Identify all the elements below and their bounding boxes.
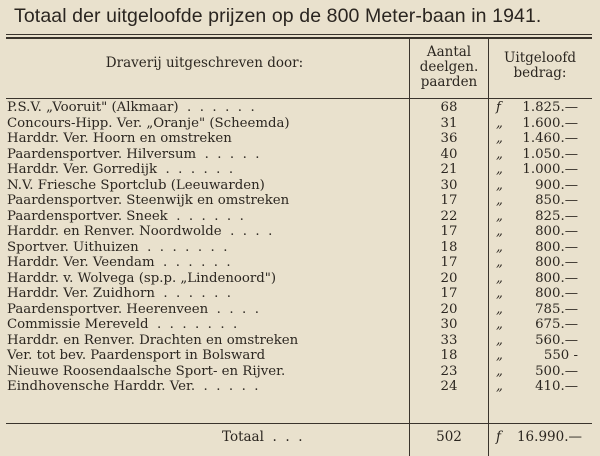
prize-amount: 800.— <box>535 270 578 286</box>
prize-table-body <box>0 100 600 395</box>
organizer-name: Nieuwe Roosendaalsche Sport- en Rijver. <box>7 363 286 379</box>
prize-amount: 800.— <box>535 239 578 255</box>
prize-amount: 1.000.— <box>522 162 578 177</box>
currency-mark: „ <box>496 255 503 270</box>
organizer-name: Harddr. Ver. Veendam . . . . . . <box>7 255 231 270</box>
table-row <box>0 116 600 132</box>
prize-amount: 550 - <box>543 348 578 363</box>
total-currency-mark: f <box>496 429 501 445</box>
header-amount <box>488 51 592 81</box>
table-row <box>0 131 600 147</box>
organizer-name: N.V. Friesche Sportclub (Leeuwarden) <box>7 177 265 193</box>
currency-mark: „ <box>496 162 503 177</box>
organizer-name: Eindhovensche Harddr. Ver. . . . . . <box>7 379 259 394</box>
prize-amount: 1.460.— <box>522 131 578 146</box>
entrant-count: 18 <box>440 348 458 363</box>
top-rule <box>6 34 592 35</box>
total-rule <box>6 423 592 424</box>
total-label: Totaal . . . <box>222 429 303 445</box>
header-description: Draverij uitgeschreven door: <box>105 55 304 71</box>
entrant-count: 30 <box>440 317 458 332</box>
table-row <box>0 224 600 240</box>
organizer-name: Harddr. en Renver. Noordwolde . . . . <box>7 224 273 239</box>
prize-amount: 900.— <box>535 177 578 193</box>
currency-mark: „ <box>496 348 503 363</box>
table-row <box>0 302 600 318</box>
organizer-name: Sportver. Uithuizen . . . . . . . <box>7 239 228 255</box>
prize-amount: 675.— <box>535 317 578 332</box>
currency-mark: „ <box>496 270 503 286</box>
entrant-count: 31 <box>440 115 458 131</box>
entrant-count: 18 <box>440 239 458 255</box>
currency-mark: „ <box>496 301 503 317</box>
table-row <box>0 286 600 302</box>
entrant-count: 21 <box>440 162 458 177</box>
currency-mark: „ <box>496 286 503 301</box>
prize-amount: 800.— <box>535 286 578 301</box>
header-count-line: paarden <box>420 74 478 90</box>
prize-amount: 850.— <box>535 193 578 208</box>
entrant-count: 24 <box>440 379 458 394</box>
currency-mark: „ <box>496 177 503 193</box>
entrant-count: 17 <box>440 286 458 301</box>
currency-mark: „ <box>496 239 503 255</box>
table-row <box>0 193 600 209</box>
organizer-name: P.S.V. „Vooruit" (Alkmaar) . . . . . . <box>7 100 255 115</box>
table-row <box>0 348 600 364</box>
header-count-line: deelgen. <box>419 59 479 75</box>
table-row <box>0 209 600 225</box>
entrant-count: 17 <box>440 224 458 239</box>
entrant-count: 20 <box>440 270 458 286</box>
prize-amount: 1.600.— <box>522 115 578 131</box>
total-count: 502 <box>436 429 462 445</box>
entrant-count: 40 <box>440 146 458 162</box>
header-amount-line: Uitgeloofd <box>504 50 576 66</box>
table-row <box>0 333 600 349</box>
prize-amount: 785.— <box>535 301 578 317</box>
organizer-name: Ver. tot bev. Paardensport in Bolsward <box>7 348 266 363</box>
organizer-name: Commissie Mereveld . . . . . . . <box>7 317 238 332</box>
header-count <box>409 45 489 90</box>
prize-amount: 800.— <box>535 224 578 239</box>
currency-mark: „ <box>496 379 503 394</box>
organizer-name: Concours-Hipp. Ver. „Oranje" (Scheemda) <box>7 115 290 131</box>
organizer-name: Harddr. Ver. Hoorn en omstreken <box>7 131 232 146</box>
header-count-line: Aantal <box>426 44 472 60</box>
prize-amount: 825.— <box>535 208 578 224</box>
organizer-name: Harddr. en Renver. Drachten en omstreken <box>7 332 299 348</box>
total-row <box>0 427 600 447</box>
table-row <box>0 364 600 380</box>
table-row <box>0 162 600 178</box>
organizer-name: Harddr. v. Wolvega (sp.p. „Lindenoord") <box>7 270 277 286</box>
top-rule-thick <box>6 37 592 39</box>
currency-mark: „ <box>496 193 503 208</box>
prize-amount: 410.— <box>535 379 578 394</box>
organizer-name: Paardensportver. Heerenveen . . . . <box>7 301 259 317</box>
table-row <box>0 240 600 256</box>
entrant-count: 36 <box>440 131 458 146</box>
currency-mark: „ <box>496 332 503 348</box>
currency-mark: „ <box>496 224 503 239</box>
currency-mark: „ <box>496 146 503 162</box>
table-row <box>0 147 600 163</box>
prize-amount: 800.— <box>535 255 578 270</box>
table-row <box>0 379 600 395</box>
prize-amount: 1.825.— <box>522 100 578 115</box>
entrant-count: 17 <box>440 255 458 270</box>
header-rule <box>6 98 592 99</box>
currency-mark: „ <box>496 363 503 379</box>
entrant-count: 68 <box>440 100 458 115</box>
prize-amount: 1.050.— <box>522 146 578 162</box>
table-row <box>0 271 600 287</box>
entrant-count: 20 <box>440 301 458 317</box>
organizer-name: Paardensportver. Hilversum . . . . . <box>7 146 260 162</box>
organizer-name: Paardensportver. Steenwijk en omstreken <box>7 193 290 208</box>
page-title: Totaal der uitgeloofde prijzen op de 800 Meter-baan in 1941. <box>14 5 542 27</box>
table-row <box>0 255 600 271</box>
entrant-count: 23 <box>440 363 458 379</box>
table-row <box>0 178 600 194</box>
total-amount: 16.990.— <box>516 429 582 445</box>
header-amount-line: bedrag: <box>513 65 567 81</box>
currency-mark: „ <box>496 115 503 131</box>
currency-mark: f <box>496 100 501 115</box>
currency-mark: „ <box>496 208 503 224</box>
organizer-name: Harddr. Ver. Gorredijk . . . . . . <box>7 162 234 177</box>
organizer-name: Paardensportver. Sneek . . . . . . <box>7 208 244 224</box>
table-row <box>0 317 600 333</box>
prize-amount: 500.— <box>535 363 578 379</box>
entrant-count: 30 <box>440 177 458 193</box>
currency-mark: „ <box>496 317 503 332</box>
entrant-count: 33 <box>440 332 458 348</box>
entrant-count: 22 <box>440 208 458 224</box>
organizer-name: Harddr. Ver. Zuidhorn . . . . . . <box>7 286 231 301</box>
table-row <box>0 100 600 116</box>
currency-mark: „ <box>496 131 503 146</box>
entrant-count: 17 <box>440 193 458 208</box>
prize-amount: 560.— <box>535 332 578 348</box>
